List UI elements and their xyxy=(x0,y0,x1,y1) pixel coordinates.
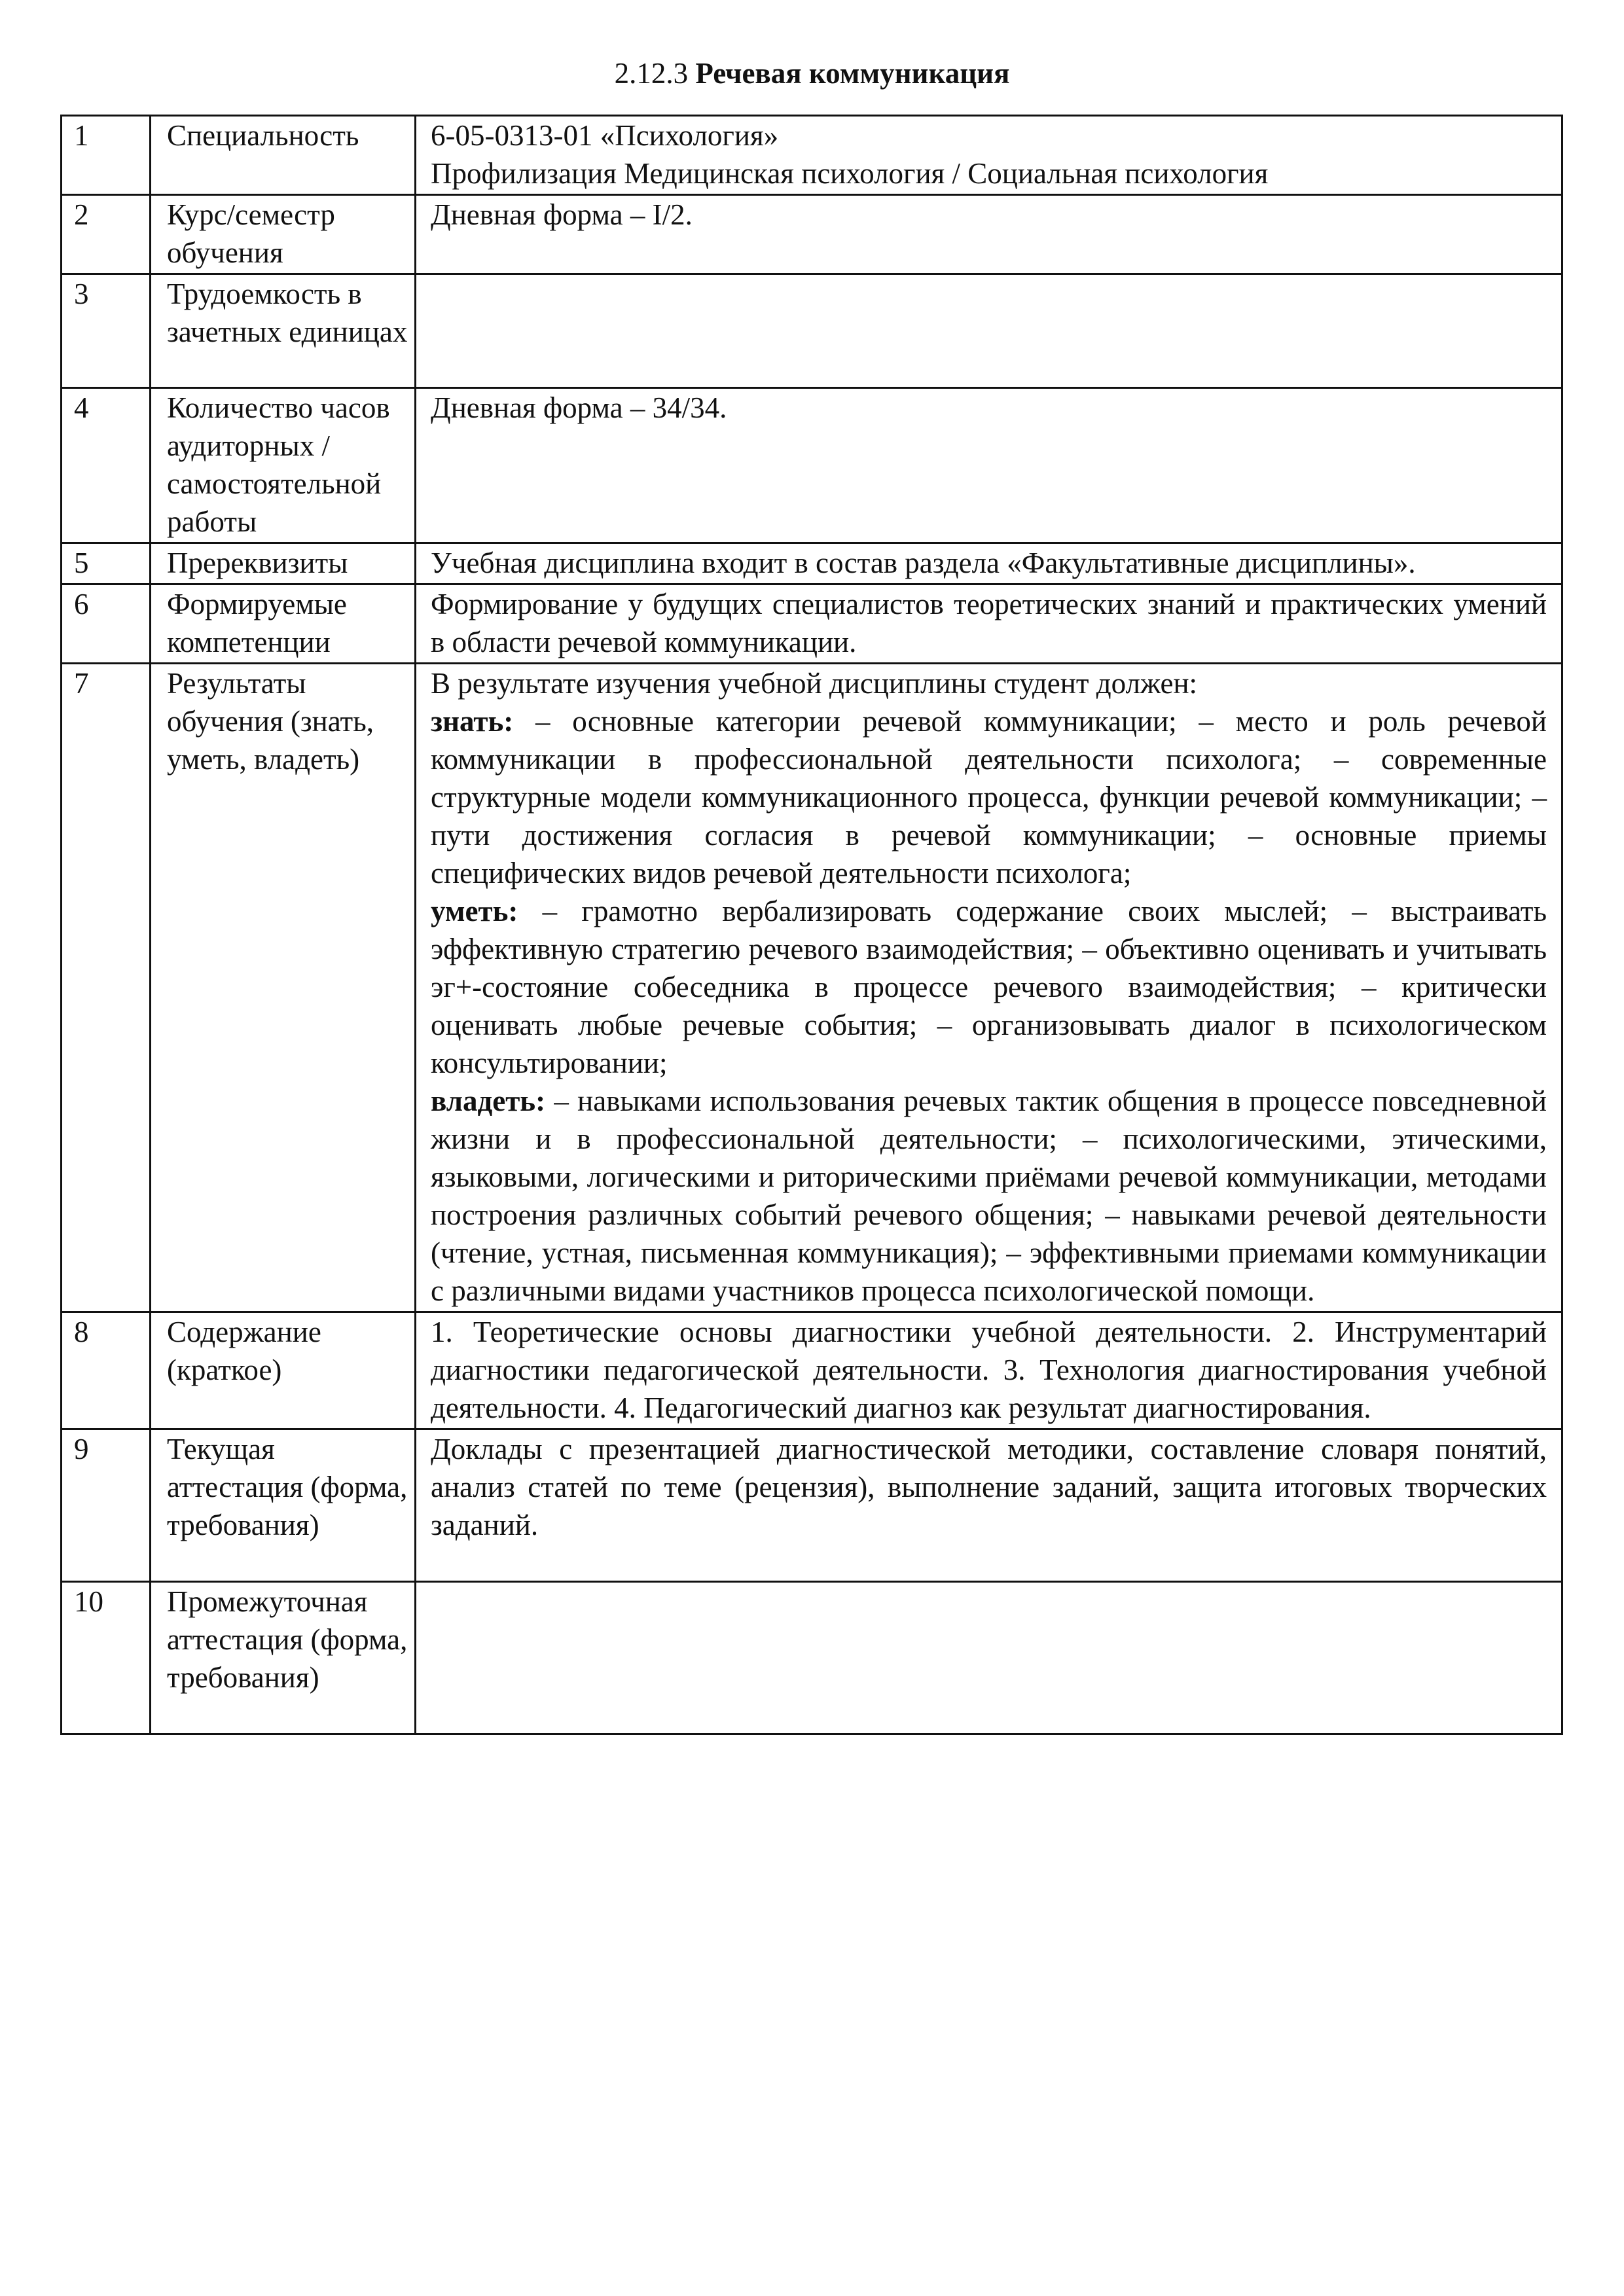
row-number: 2 xyxy=(62,195,151,274)
row-number: 5 xyxy=(62,543,151,584)
table-row xyxy=(62,1429,1562,1582)
row-value xyxy=(416,274,1562,388)
row-number: 7 xyxy=(62,664,151,1312)
results-know xyxy=(431,702,1547,892)
know-text: – основные категории речевой коммуникации; – место и роль речевой коммуникации в профессиональной деятельности психолога; – современные структурные модели коммуникационного процесса, функции речевой коммуникации; – пути достижения согласия в речевой коммуникации; – основные приемы специфических видов речевой деятельности психолога; xyxy=(431,705,1547,889)
row-label: Содержание (краткое) xyxy=(151,1312,416,1429)
row-value xyxy=(416,664,1562,1312)
table-row xyxy=(62,274,1562,388)
row-value: 1. Теоретические основы диагностики учебной деятельности. 2. Инструментарий диагностики педагогической деятельности. 3. Технология диагностирования учебной деятельности. 4. Педагогический диагноз как результат диагностирования. xyxy=(416,1312,1562,1429)
row-number: 9 xyxy=(62,1429,151,1582)
results-intro: В результате изучения учебной дисциплины студент должен: xyxy=(431,667,1198,700)
row-value xyxy=(416,1582,1562,1734)
table-row xyxy=(62,195,1562,274)
table-row xyxy=(62,388,1562,543)
row-label: Пререквизиты xyxy=(151,543,416,584)
own-text: – навыками использования речевых тактик общения в процессе повседневной жизни и в профессиональной деятельности; – психологическими, этическими, языковыми, логическими и риторическими приёмами речевой коммуникации, методами построения различных событий речевого общения; – навыками речевой деятельности (чтение, устная, письменная коммуникация); – эффективными приемами коммуникации с различными видами участников процесса психологической помощи. xyxy=(431,1085,1547,1307)
row-value: Дневная форма – 34/34. xyxy=(416,388,1562,543)
can-text: – грамотно вербализировать содержание своих мыслей; – выстраивать эффективную стратегию речевого взаимодействия; – объективно оценивать и учитывать эг+-состояние собеседника в процессе речевого взаимодействия; – критически оценивать любые речевые события; – организовывать диалог в психологическом консультировании; xyxy=(431,895,1547,1079)
row-label: Курс/семестр обучения xyxy=(151,195,416,274)
row-label: Трудоемкость в зачетных единицах xyxy=(151,274,416,388)
row-number: 8 xyxy=(62,1312,151,1429)
row-number: 10 xyxy=(62,1582,151,1734)
row-label: Количество часов аудиторных / самостоятельной работы xyxy=(151,388,416,543)
table-row xyxy=(62,1312,1562,1429)
own-label: владеть: xyxy=(431,1085,546,1117)
row-number: 3 xyxy=(62,274,151,388)
table-row xyxy=(62,664,1562,1312)
table-row xyxy=(62,543,1562,584)
row-value: Учебная дисциплина входит в состав раздела «Факультативные дисциплины». xyxy=(416,543,1562,584)
row-number: 4 xyxy=(62,388,151,543)
can-label: уметь: xyxy=(431,895,518,927)
row-value: Формирование у будущих специалистов теоретических знаний и практических умений в области речевой коммуникации. xyxy=(416,584,1562,664)
value-line: Профилизация Медицинская психология / Социальная психология xyxy=(431,157,1269,190)
results-own xyxy=(431,1082,1547,1310)
table-row xyxy=(62,1582,1562,1734)
row-value xyxy=(416,116,1562,195)
table-row xyxy=(62,116,1562,195)
table-row xyxy=(62,584,1562,664)
title-name: Речевая коммуникация xyxy=(695,57,1010,90)
row-number: 6 xyxy=(62,584,151,664)
discipline-info-table xyxy=(60,115,1563,1735)
value-line: 6-05-0313-01 «Психология» xyxy=(431,119,779,152)
row-label: Результаты обучения (знать, уметь, владеть) xyxy=(151,664,416,1312)
row-label: Текущая аттестация (форма, требования) xyxy=(151,1429,416,1582)
title-number: 2.12.3 xyxy=(614,57,689,90)
row-label: Специальность xyxy=(151,116,416,195)
row-value: Доклады с презентацией диагностической методики, составление словаря понятий, анализ статей по теме (рецензия), выполнение заданий, защита итоговых творческих заданий. xyxy=(416,1429,1562,1582)
row-number: 1 xyxy=(62,116,151,195)
results-can xyxy=(431,892,1547,1082)
document-title xyxy=(0,54,1624,93)
row-label: Промежуточная аттестация (форма, требования) xyxy=(151,1582,416,1734)
know-label: знать: xyxy=(431,705,514,738)
row-label: Формируемые компетенции xyxy=(151,584,416,664)
row-value: Дневная форма – I/2. xyxy=(416,195,1562,274)
